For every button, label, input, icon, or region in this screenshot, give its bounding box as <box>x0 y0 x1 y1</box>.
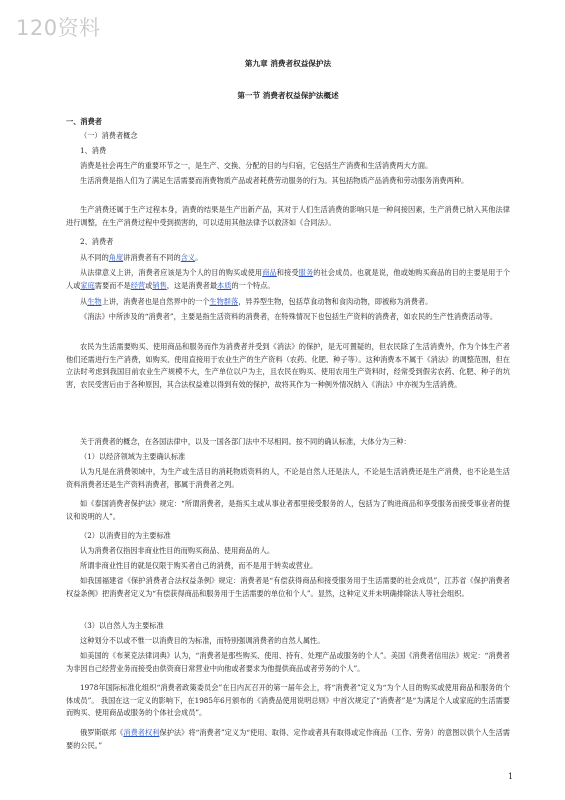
chapter-title: 第九章 消费者权益保护法 <box>244 59 332 68</box>
std1-heading: （1）以经济领域为主要确认标准 <box>80 452 186 461</box>
page-number: 1 <box>508 772 514 781</box>
std2-heading: （2）以消费目的为主要标准 <box>80 531 171 540</box>
link-operation[interactable]: 经营 <box>130 280 146 290</box>
para-std1: 认为凡是在消费领域中，为生产或生活目的消耗物质资料的人，不论是自然人还是法人，不论是生活消费还是生产消费，也不论是生活资料消费者还是生产资料消费者，都属于消费者之列。 <box>66 467 510 489</box>
item-consumption: 1、消费 <box>80 146 107 155</box>
link-sales[interactable]: 销售 <box>152 280 167 290</box>
para-thai: 如《泰国消费者保护法》规定：“所谓消费者，是指买主或从事业者那里接受服务的人，包括为了购进商品和享受服务而接受事业者的提议和说明的人”。 <box>66 499 510 521</box>
para-usa: 如美国的《布莱克法律词典》认为，“消费者是那些购买、使用、持有、处理产品或服务的个人”。美国《消费者信用法》规定：“消费者为非因自己经营业务而接受由供资商日常营业中向他或者要求为他提供商品或者劳务的个人”。 <box>66 651 510 673</box>
para-consumption: 消费是社会再生产的重要环节之一，是生产、交换、分配的目的与归宿，它包括生产消费和生活消费两大方面。 <box>80 161 433 170</box>
para-angle: 从不同的角度讲消费者有不同的含义。 <box>80 253 203 262</box>
link-service[interactable]: 服务 <box>298 268 314 277</box>
heading-consumer: 一、消费者 <box>66 117 102 126</box>
sub-concept: （一）消费者概念 <box>80 131 138 140</box>
para-life-consumption: 生活消费是指人们为了满足生活需要而消费物质产品或者耗费劳动服务的行为。其包括物质产品消费和劳动服务消费两种。 <box>80 176 469 185</box>
link-angle[interactable]: 角度 <box>108 253 124 262</box>
link-family[interactable]: 家庭 <box>80 280 95 290</box>
para-biology: 从生物上讲，消费者也是自然界中的一个生物群落，异养型生物，包括草食动物和食肉动物，即被称为消费者。 <box>80 297 433 306</box>
para-iso: 1978年国际标准化组织“消费者政策委员会”在日内瓦召开的第一届年会上，将“消费者”定义为“为个人目的购买或使用商品和服务的个体成员”。 我国在这一定义的影响下，在1985年6月颁布的《消费品使用说明总则》中首次规定了“消费者”是“为满足个人或家庭的生活需要而购买、使用商品或服务的个体社会成员”。 <box>66 683 510 718</box>
para-std3: 这种划分不以或不惟一以消费目的为标准，而特别强调消费者的自然人属性。 <box>80 636 325 645</box>
para-russia: 俄罗斯联邦《消费者权利保护法》将“消费者”定义为“使用、取得、定作或者具有取得或定作商品（工作、劳务）的意图以供个人生活需要的公民。” <box>66 728 510 750</box>
section-title: 第一节 消费者权益保护法概述 <box>237 91 339 100</box>
para-concept-diff: 关于消费者的概念，在各国法律中，以及一国各部门法中不尽相同。按不同的确认标准，大体分为三种： <box>80 437 411 446</box>
link-essence[interactable]: 本质 <box>217 280 232 290</box>
watermark: 120资料 <box>16 16 101 40</box>
std3-heading: （3）以自然人为主要标准 <box>80 621 164 630</box>
para-law-consumer: 《消法》中所涉及的“消费者”，主要是指生活资料的消费者，在特殊情况下也包括生产资料的消费者，如农民的生产性消费活动等。 <box>80 312 498 321</box>
para-std2b: 所谓非商业性目的就是仅限于购买者自己的消费，而不是用于转卖或营业。 <box>80 561 318 570</box>
item-consumer: 2、消费者 <box>80 237 114 246</box>
para-fujian: 如我国福建省《保护消费者合法权益条例》规定：消费者是“有偿获得商品和接受服务用于生活需要的社会成员”，江苏省《保护消费者权益条例》把消费者定义为“有偿获得商品和服务用于生活需要的单位和个人”。显然，这种定义并未明确排除法人等社会组织。 <box>66 576 510 598</box>
para-production-consumption: 生产消费还属于生产过程本身，消费的结果是生产出新产品，其对于人们生活消费的影响只是一种间接因素，生产消费已纳入其他法律进行调整，在生产消费过程中受到损害的，可以适用其他法律予以救济如《合同法》。 <box>66 205 510 227</box>
para-farmers: 农民为生活需要购买、使用商品和服务而作为消费者并受到《消法》的保护，是无可置疑的，但农民除了生活消费外，作为个体生产者他们还需进行生产消费，如购买、使用直接用于农业生产的生产资料（农药、化肥、种子等）。这种消费本不属于《消法》的调整范围，但在立法时考虑到我国目前农业生产规模不大，生产单位以户为主，且农民在购买、使用农用生产资料时，经常受到假劣农药、化肥、种子的坑害，农民受害后由于各种原因，其合法权益难以得到有效的保护，故将其作为一种例外情况纳入《消法》中亦视为生活消费。 <box>66 342 510 389</box>
para-legal: 从法律意义上讲，消费者应该是为个人的目的购买或使用商品和接受服务的社会成员。也就是说，他或她购买商品的目的主要是用于个人或家庭需要而不是经营或销售，这是消费者最本质的一个特点。 <box>66 268 510 290</box>
link-community[interactable]: 生物群落 <box>209 297 239 306</box>
link-consumer-rights[interactable]: 消费者权利 <box>123 728 160 737</box>
link-biology[interactable]: 生物 <box>87 297 102 306</box>
link-meaning[interactable]: 含义 <box>180 253 196 262</box>
para-std2: 认为消费者仅指因非商业性目的而购买商品、使用商品的人。 <box>80 546 275 555</box>
link-goods[interactable]: 商品 <box>262 268 277 277</box>
